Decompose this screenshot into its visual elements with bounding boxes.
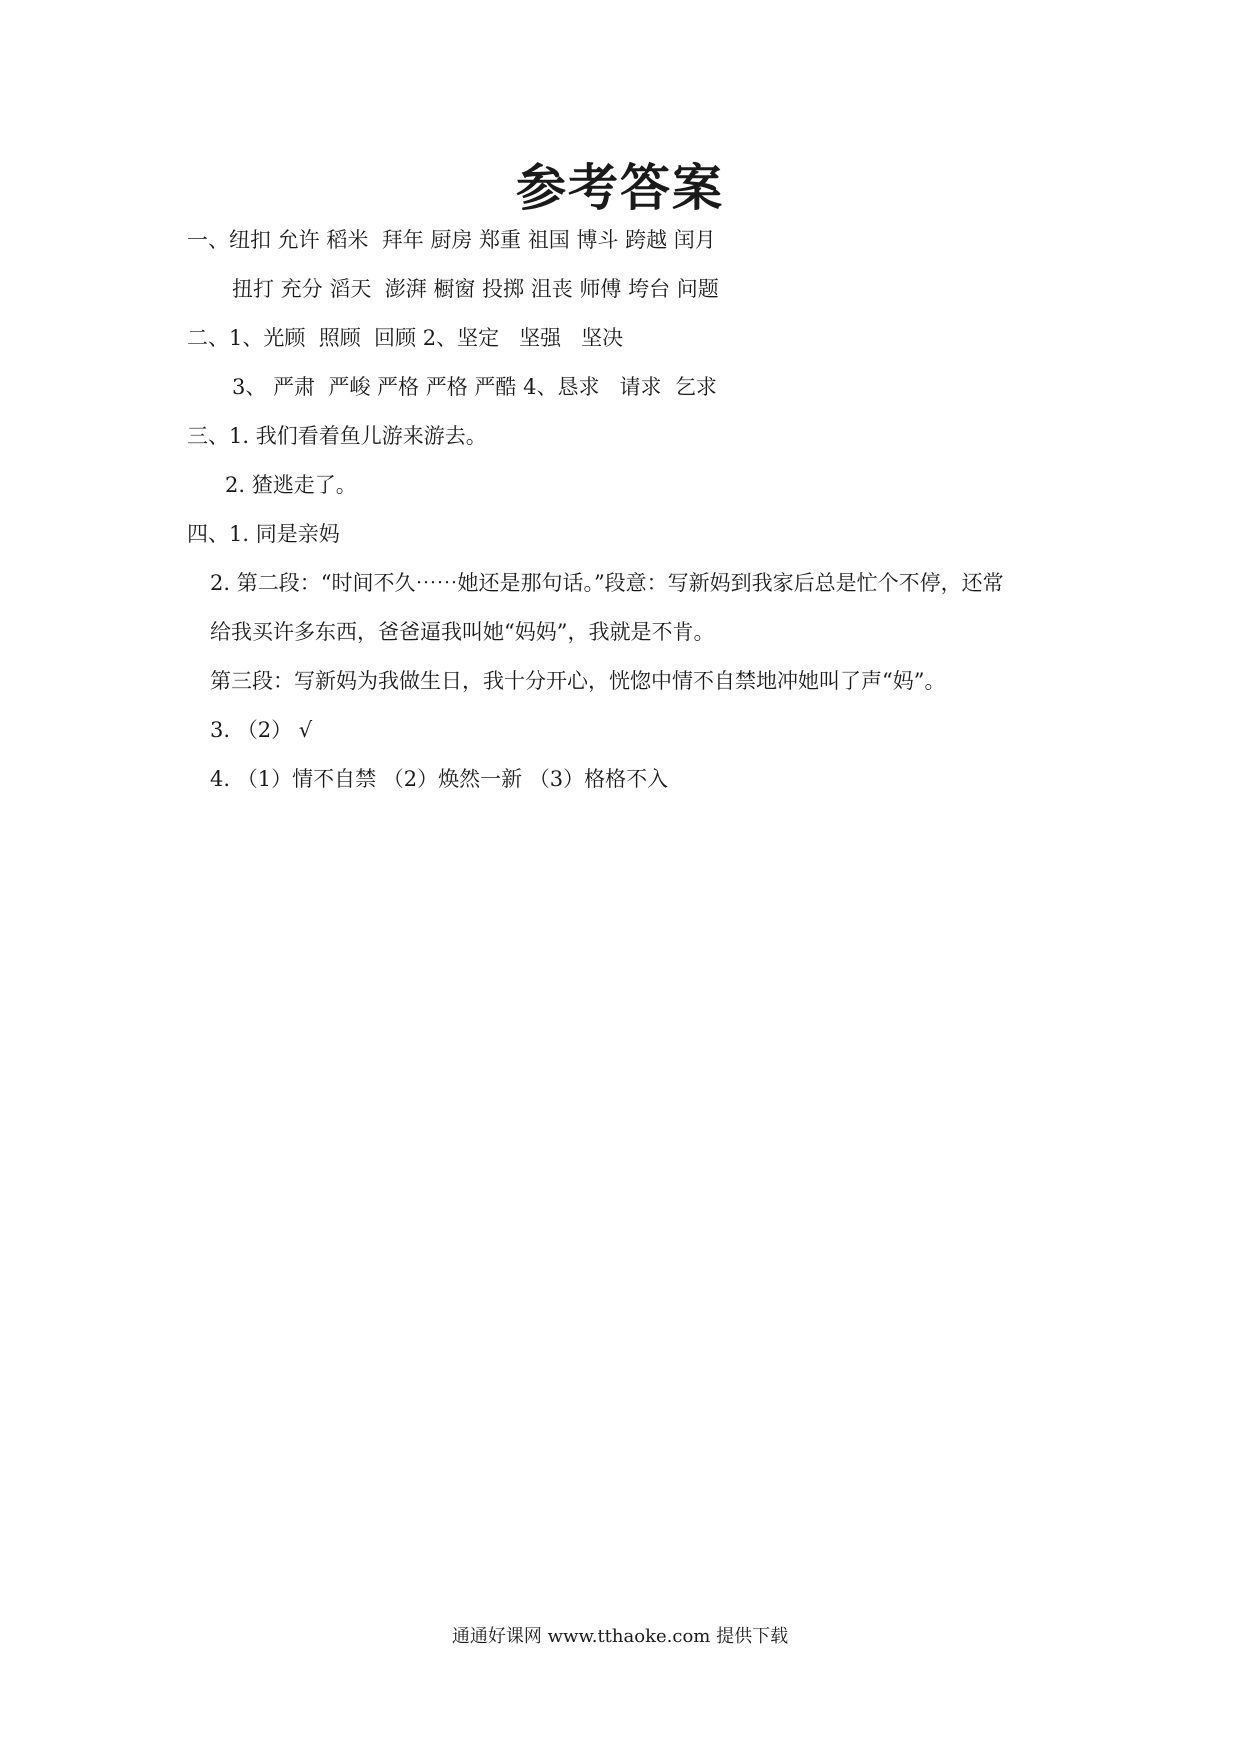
answer-line-4: 3、 严肃 严峻 严格 严格 严酷 4、恳求 请求 乞求 [232, 375, 717, 399]
answer-line-7: 四、1. 同是亲妈 [187, 522, 340, 546]
answer-line-11: 3. （2） √ [210, 718, 313, 742]
page-title: 参考答案 [516, 159, 724, 217]
answer-line-8: 2. 第二段：“时间不久⋯⋯她还是那句话。”段意：写新妈到我家后总是忙个不停，还常 [210, 571, 1004, 595]
answer-line-5: 三、1. 我们看着鱼儿游来游去。 [187, 424, 487, 448]
answer-line-3: 二、1、光顾 照顾 回顾 2、坚定 坚强 坚决 [187, 326, 624, 350]
answer-line-6: 2. 猹逃走了。 [225, 473, 357, 497]
answer-line-10: 第三段：写新妈为我做生日，我十分开心，恍惚中情不自禁地冲她叫了声“妈”。 [210, 669, 946, 693]
answer-line-1: 一、纽扣 允许 稻米 拜年 厨房 郑重 祖国 博斗 跨越 闰月 [187, 228, 716, 252]
answer-line-2: 扭打 充分 滔天 澎湃 橱窗 投掷 沮丧 师傅 垮台 问题 [232, 277, 719, 301]
footer-credit: 通通好课网 www.tthaoke.com 提供下载 [451, 1626, 789, 1647]
answer-line-9: 给我买许多东西，爸爸逼我叫她“妈妈”，我就是不肯。 [210, 620, 715, 644]
answer-line-12: 4. （1）情不自禁 （2）焕然一新 （3）格格不入 [210, 767, 669, 791]
